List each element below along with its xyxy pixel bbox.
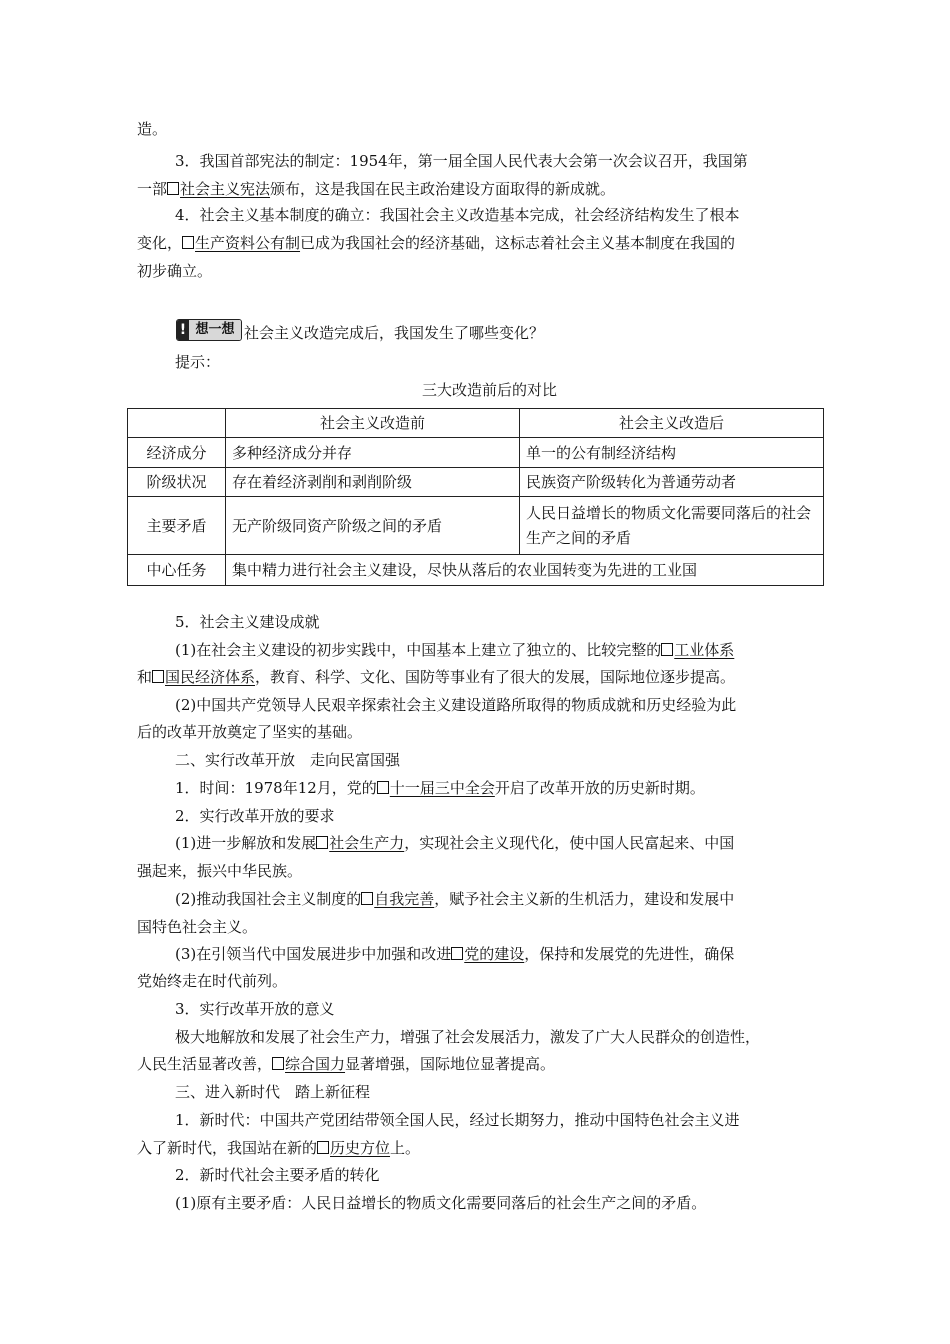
table-row [128, 497, 824, 555]
section-title: 二、实行改革开放 走向民富国强 [175, 751, 401, 769]
table-row [128, 468, 824, 497]
text-line [175, 777, 705, 799]
text-span: ，实现社会主义现代化，使中国人民富起来、中国 [404, 834, 735, 852]
table-cell: 单一的公有制经济结构 [520, 438, 824, 468]
blank-box-icon [661, 643, 673, 656]
text-span: ，教育、科学、文化、国防等事业有了很大的发展，国际地位逐步提高。 [255, 668, 736, 686]
text-line: 3．实行改革开放的意义 [175, 1000, 335, 1018]
fill-blank-answer: 党的建设 [464, 945, 525, 963]
text-line: (2)中国共产党领导人民艰辛探索社会主义建设道路所取得的物质成就和历史经验为此 [175, 696, 737, 714]
blank-box-icon [316, 836, 328, 849]
blank-box-icon [377, 781, 389, 794]
merged-table-cell: 集中精力进行社会主义建设，尽快从落后的农业国转变为先进的工业国 [226, 555, 824, 586]
table-header-row [128, 409, 824, 438]
section-title: 三、进入新时代 踏上新征程 [175, 1083, 371, 1101]
text-span: ，赋予社会主义新的生机活力，建设和发展中 [434, 890, 735, 908]
table-row [128, 555, 824, 586]
text-line: 2．实行改革开放的要求 [175, 807, 335, 825]
text-line [175, 943, 734, 965]
text-line [137, 178, 615, 200]
table-cell: 多种经济成分并存 [226, 438, 520, 468]
blank-box-icon [317, 1141, 329, 1154]
text-span: (1)进一步解放和发展 [175, 834, 317, 852]
fill-blank-answer: 历史方位 [330, 1139, 391, 1157]
text-span: (2)推动我国社会主义制度的 [175, 890, 362, 908]
fill-blank-answer: 社会生产力 [329, 834, 405, 852]
comparison-table [127, 408, 824, 586]
blank-box-icon [451, 947, 463, 960]
fill-blank-answer: 国民经济体系 [165, 668, 256, 686]
text-span: 人民生活显著改善， [137, 1055, 273, 1073]
fill-blank-answer: 自我完善 [374, 890, 435, 908]
text-span: 变化， [137, 234, 183, 252]
blank-box-icon [152, 670, 164, 683]
blank-box-icon [167, 182, 179, 195]
row-label-cell: 中心任务 [128, 555, 226, 586]
fill-blank-answer: 综合国力 [285, 1055, 346, 1073]
blank-box-icon [182, 236, 194, 249]
text-span: 已成为我国社会的经济基础，这标志着社会主义基本制度在我国的 [300, 234, 736, 252]
fill-blank-answer: 生产资料公有制 [195, 234, 301, 252]
text-line: 造。 [137, 120, 168, 138]
text-line: 3．我国首部宪法的制定：1954年，第一届全国人民代表大会第一次会议召开，我国第 [175, 152, 748, 170]
fill-blank-answer: 工业体系 [674, 641, 735, 659]
table-cell: 存在着经济剥削和剥削阶级 [226, 468, 520, 497]
header-cell [128, 409, 226, 438]
blank-box-icon [272, 1057, 284, 1070]
text-line: 后的改革开放奠定了坚实的基础。 [137, 723, 363, 741]
table-cell: 无产阶级同资产阶级之间的矛盾 [226, 497, 520, 555]
text-span: (1)在社会主义建设的初步实践中，中国基本上建立了独立的、比较完整的 [175, 641, 662, 659]
text-line: 2．新时代社会主要矛盾的转化 [175, 1166, 380, 1184]
text-line [137, 666, 735, 688]
text-line: 1．新时代：中国共产党团结带领全国人民，经过长期努力，推动中国特色社会主义进 [175, 1111, 740, 1129]
text-line [137, 1053, 555, 1075]
text-span: (3)在引领当代中国发展进步中加强和改进 [175, 945, 452, 963]
text-span: 一部 [137, 180, 168, 198]
text-line [175, 888, 734, 910]
think-question: 社会主义改造完成后，我国发生了哪些变化？ [244, 324, 545, 342]
exclamation-icon: ! [177, 320, 189, 340]
text-line: 国特色社会主义。 [137, 918, 258, 936]
text-line: 党始终走在时代前列。 [137, 972, 288, 990]
table-cell: 民族资产阶级转化为普通劳动者 [520, 468, 824, 497]
text-line: 极大地解放和发展了社会生产力，增强了社会发展活力，激发了广大人民群众的创造性， [175, 1028, 761, 1046]
badge-label: 想一想 [189, 320, 241, 340]
text-span: 开启了改革开放的历史新时期。 [494, 779, 705, 797]
text-line: 强起来，振兴中华民族。 [137, 862, 303, 880]
table-caption: 三大改造前后的对比 [422, 381, 558, 399]
text-line: (1)原有主要矛盾：人民日益增长的物质文化需要同落后的社会生产之间的矛盾。 [175, 1194, 707, 1212]
blank-box-icon [361, 892, 373, 905]
row-label-cell: 阶级状况 [128, 468, 226, 497]
text-line [137, 232, 735, 254]
text-line: 初步确立。 [137, 262, 213, 280]
text-span: 颁布，这是我国在民主政治建设方面取得的新成就。 [270, 180, 616, 198]
text-span: 入了新时代，我国站在新的 [137, 1139, 318, 1157]
text-line [175, 639, 734, 661]
header-cell: 社会主义改造后 [520, 409, 824, 438]
table-row [128, 438, 824, 468]
text-span: 上。 [390, 1139, 421, 1157]
fill-blank-answer: 十一届三中全会 [389, 779, 495, 797]
text-line: 4．社会主义基本制度的确立：我国社会主义改造基本完成，社会经济结构发生了根本 [175, 206, 740, 224]
text-span: 1．时间：1978年12月，党的 [175, 779, 377, 797]
text-span: 显著增强，国际地位显著提高。 [345, 1055, 556, 1073]
text-span: 和 [137, 668, 153, 686]
row-label-cell: 主要矛盾 [128, 497, 226, 555]
fill-blank-answer: 社会主义宪法 [180, 180, 271, 198]
table-cell: 人民日益增长的物质文化需要同落后的社会生产之间的矛盾 [520, 497, 824, 555]
text-line [175, 832, 734, 854]
text-line [137, 1137, 420, 1159]
header-cell: 社会主义改造前 [226, 409, 520, 438]
text-line: 5．社会主义建设成就 [175, 613, 320, 631]
row-label-cell: 经济成分 [128, 438, 226, 468]
text-span: ，保持和发展党的先进性，确保 [524, 945, 735, 963]
think-badge [176, 319, 242, 341]
hint-label: 提示： [175, 353, 221, 371]
